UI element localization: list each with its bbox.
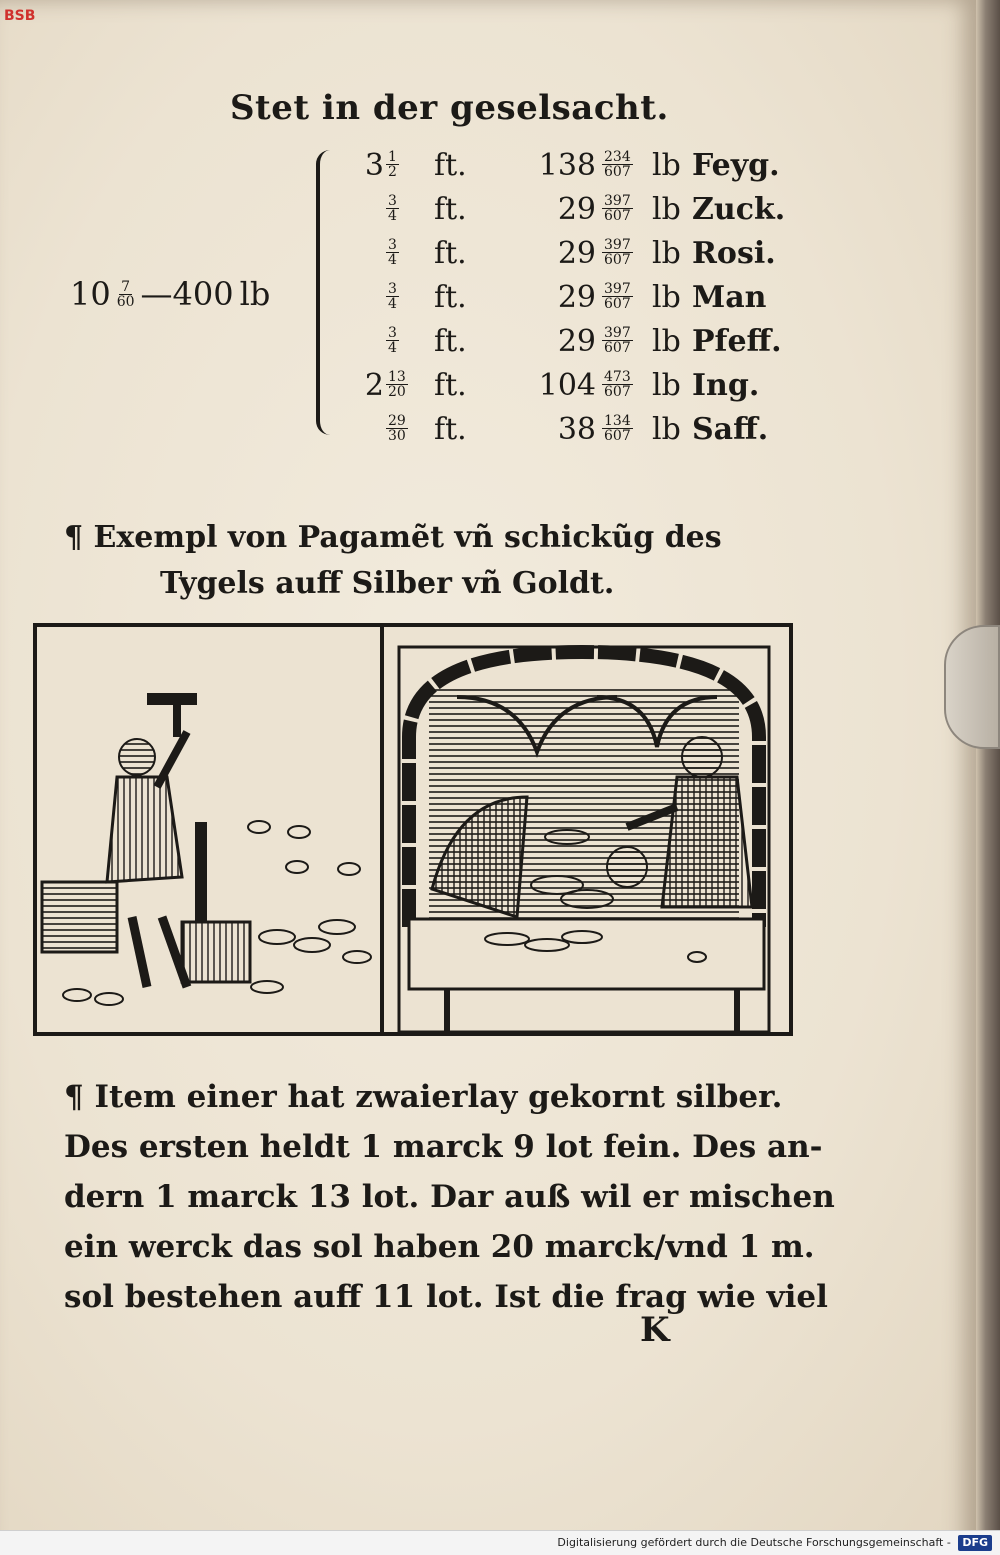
row-unit: ft.: [434, 148, 467, 183]
row-fraction: $\frac{3}{4}$: [388, 237, 397, 268]
row-remainder: $\frac{473}{607}$: [604, 369, 631, 400]
bsb-watermark: BSB: [4, 8, 36, 24]
book-edge: [976, 0, 1000, 1555]
row-amount: 29: [557, 192, 596, 227]
table-row: [340, 324, 810, 366]
row-amount: 29: [557, 280, 596, 315]
dfg-logo[interactable]: DFG: [958, 1535, 992, 1551]
section-headline-1: ¶ Exempl von Pagamẽt vñ schickũg des: [64, 520, 722, 555]
footer-bar: [0, 1530, 1000, 1555]
woodcut-drawing: [37, 627, 789, 1032]
lhs-dash-value: —400: [140, 275, 234, 313]
row-item: Rosi.: [692, 236, 776, 271]
row-lb: lb: [652, 192, 681, 227]
row-lb: lb: [652, 368, 681, 403]
row-item: Zuck.: [692, 192, 786, 227]
row-whole: 2: [364, 368, 384, 403]
table-row: [340, 368, 810, 410]
woodcut-illustration: [33, 623, 793, 1036]
lhs-whole: 10: [70, 275, 111, 313]
row-lb: lb: [652, 236, 681, 271]
table-row: [340, 412, 810, 454]
row-fraction: $\frac{13}{20}$: [388, 369, 406, 400]
row-item: Man: [692, 280, 767, 315]
row-item: Feyg.: [692, 148, 780, 183]
row-remainder: $\frac{134}{607}$: [604, 413, 631, 444]
row-unit: ft.: [434, 236, 467, 271]
row-lb: lb: [652, 324, 681, 359]
body-line-3: dern 1 marck 13 lot. Dar auß wil er mischen: [64, 1179, 835, 1215]
row-fraction: $\frac{3}{4}$: [388, 281, 397, 312]
row-lb: lb: [652, 280, 681, 315]
row-remainder: $\frac{397}{607}$: [604, 281, 631, 312]
row-whole: 3: [364, 148, 384, 183]
row-item: Ing.: [692, 368, 760, 403]
row-lb: lb: [652, 412, 681, 447]
row-remainder: $\frac{397}{607}$: [604, 193, 631, 224]
row-item: Pfeff.: [692, 324, 782, 359]
table-row: [340, 236, 810, 278]
row-lb: lb: [652, 148, 681, 183]
row-amount: 38: [557, 412, 596, 447]
row-remainder: $\frac{397}{607}$: [604, 325, 631, 356]
lhs-fraction: $\frac{7}{60}$: [116, 278, 135, 310]
row-amount: 29: [557, 324, 596, 359]
row-fraction: $\frac{29}{30}$: [388, 413, 406, 444]
row-remainder: $\frac{234}{607}$: [604, 149, 631, 180]
lhs-unit: lb: [239, 275, 271, 313]
row-unit: ft.: [434, 368, 467, 403]
row-unit: ft.: [434, 280, 467, 315]
left-expression: [70, 275, 270, 313]
row-amount: 29: [557, 236, 596, 271]
row-remainder: $\frac{397}{607}$: [604, 237, 631, 268]
body-line-2: Des ersten heldt 1 marck 9 lot fein. Des an-: [64, 1129, 823, 1165]
row-item: Saff.: [692, 412, 769, 447]
page-heading: Stet in der geselsacht.: [230, 88, 669, 128]
body-line-5: sol bestehen auff 11 lot. Ist die frag wie viel: [64, 1279, 828, 1315]
table-row: [340, 192, 810, 234]
page-clip: [944, 625, 1000, 749]
table-row: [340, 148, 810, 190]
section-headline-2: Tygels auff Silber vñ Goldt.: [160, 566, 615, 601]
row-amount: 104: [538, 368, 596, 403]
signature-mark: K: [640, 1310, 670, 1350]
row-fraction: $\frac{3}{4}$: [388, 193, 397, 224]
row-amount: 138: [538, 148, 596, 183]
row-unit: ft.: [434, 412, 467, 447]
row-unit: ft.: [434, 192, 467, 227]
table-row: [340, 280, 810, 322]
footer-text: Digitalisierung gefördert durch die Deutsche Forschungsgemeinschaft -: [557, 1536, 951, 1549]
body-line-4: ein werck das sol haben 20 marck/vnd 1 m.: [64, 1229, 815, 1265]
row-fraction: $\frac{3}{4}$: [388, 325, 397, 356]
row-unit: ft.: [434, 324, 467, 359]
body-line-1: ¶ Item einer hat zwaierlay gekornt silber.: [64, 1079, 783, 1115]
row-fraction: $\frac{1}{2}$: [388, 149, 397, 180]
